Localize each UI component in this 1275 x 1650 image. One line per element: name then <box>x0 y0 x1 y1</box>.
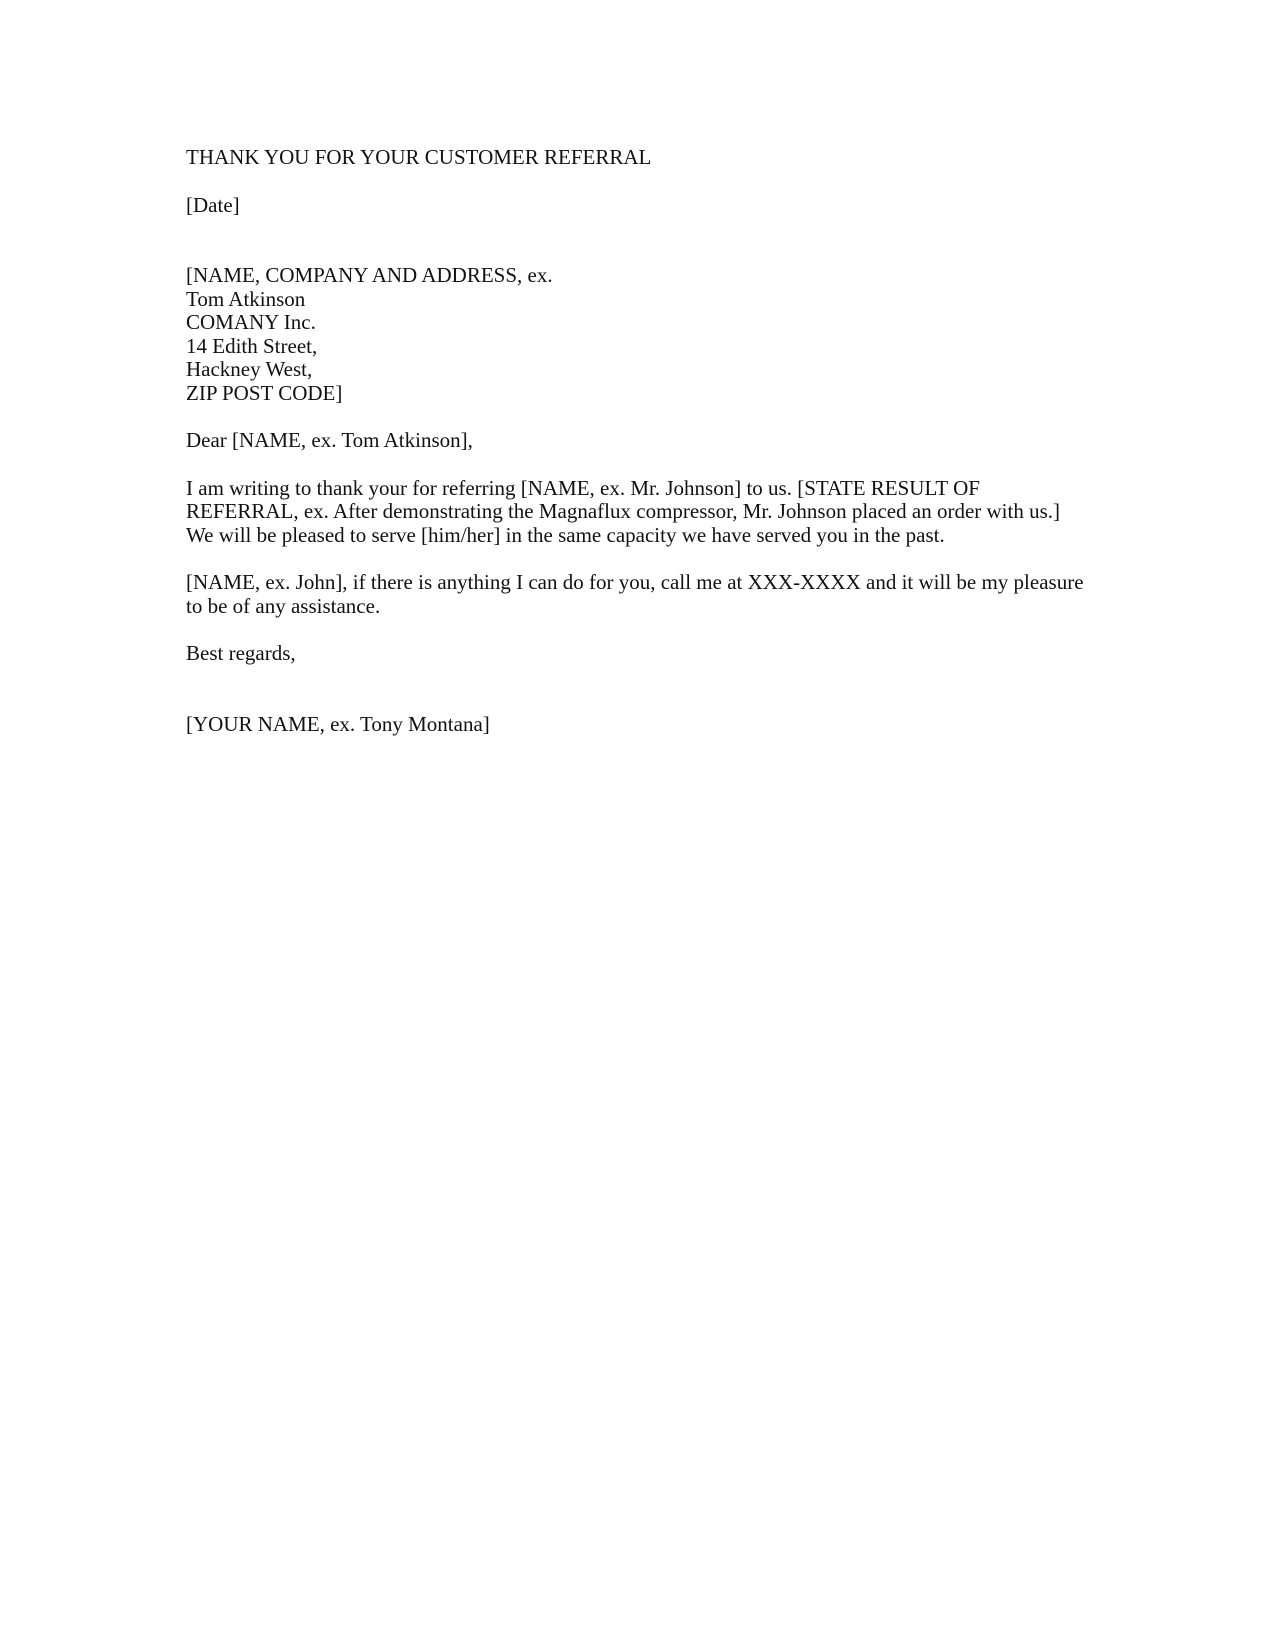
paragraph-referral <box>186 477 1086 548</box>
paragraph-contact <box>186 571 1086 618</box>
address-line: ZIP POST CODE] <box>186 380 343 405</box>
paragraph-line: I am writing to thank your for referring [NAME, ex. Mr. Johnson] to us. [STATE RESULT OF <box>186 475 980 500</box>
paragraph-line: We will be pleased to serve [him/her] in the same capacity we have served you in the past. <box>186 522 945 547</box>
letter-body <box>186 146 1086 736</box>
paragraph-line: to be of any assistance. <box>186 593 381 618</box>
address-line: [NAME, COMPANY AND ADDRESS, ex. <box>186 263 553 287</box>
paragraph-line: [NAME, ex. John], if there is anything I can do for you, call me at XXX-XXXX and it will be my pleasure <box>186 570 1084 594</box>
letter-title: THANK YOU FOR YOUR CUSTOMER REFERRAL <box>186 145 652 169</box>
recipient-address <box>186 264 1086 405</box>
address-line: COMANY Inc. <box>186 310 316 334</box>
address-line: Tom Atkinson <box>186 286 306 311</box>
paragraph-line: REFERRAL, ex. After demonstrating the Magnaflux compressor, Mr. Johnson placed an order with us.] <box>186 499 1061 523</box>
signature: [YOUR NAME, ex. Tony Montana] <box>186 711 490 736</box>
address-line: 14 Edith Street, <box>186 333 318 358</box>
closing: Best regards, <box>186 641 296 665</box>
address-line: Hackney West, <box>186 357 313 381</box>
letter-date: [Date] <box>186 192 240 217</box>
salutation: Dear [NAME, ex. Tom Atkinson], <box>186 428 473 452</box>
